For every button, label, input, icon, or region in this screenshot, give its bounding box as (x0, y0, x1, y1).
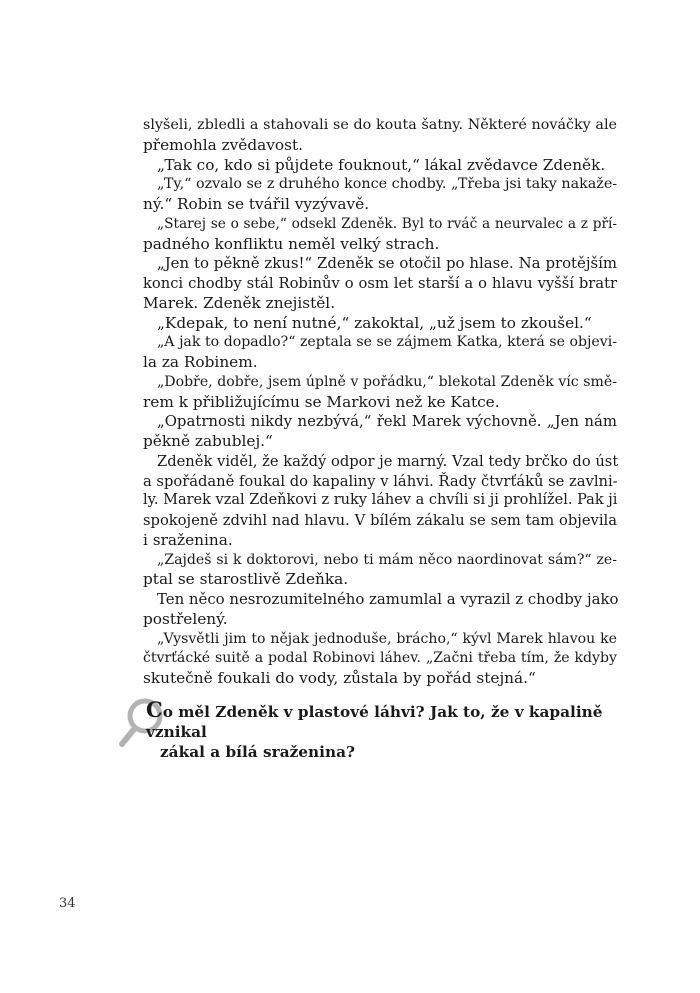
question-text (146, 697, 620, 762)
question-line-1: o měl Zdeněk v plastové láhvi? Jak to, že v kapalině vznikal (146, 703, 603, 741)
text-line: skutečně foukali do vody, zůstala by pořád stejná.“ (143, 669, 536, 687)
text-line: Marek. Zdeněk znejistěl. (143, 293, 336, 312)
text-line: „Tak co, kdo si půjdete fouknout,“ lákal zvědavce Zdeněk. (157, 155, 606, 174)
text-line: „Zajdeš si k doktorovi, nebo ti mám něco naordinovat sám?“ ze- (157, 551, 617, 568)
text-line: „A jak to dopadlo?“ zeptala se se zájmem Katka, která se objevi- (157, 334, 617, 351)
text-line: „Ty,“ ozvalo se z druhého konce chodby. „Třeba jsi taky nakaže- (157, 176, 618, 193)
text-line: postřelený. (143, 609, 228, 628)
text-line: pěkně zabublej.“ (143, 432, 273, 450)
question-line-2: zákal a bílá sraženina? (160, 743, 355, 761)
text-line: přemohla zvědavost. (143, 135, 303, 154)
text-line: „Kdepak, to není nutné,“ zakoktal, „už jsem to zkoušel.“ (157, 313, 592, 332)
text-line: spokojeně zdvihl nad hlavu. V bílém zákalu se sem tam objevila (143, 512, 617, 529)
text-line: „Vysvětli jim to nějak jednoduše, brácho,“ kývl Marek hlavou ke (157, 630, 617, 647)
text-line: ly. Marek vzal Zdeňkovi z ruky láhev a chvíli si ji prohlížel. Pak ji (143, 492, 618, 509)
text-line: čtvrťácké suitě a podal Robinovi láhev. „Začni třeba tím, že kdyby (143, 650, 617, 667)
text-line: konci chodby stál Robinův o osm let starší a o hlavu vyšší bratr (143, 275, 617, 292)
text-line: la za Robinem. (143, 353, 258, 371)
text-line: ptal se starostlivě Zdeňka. (143, 570, 349, 589)
text-line: slyšeli, zbledli a stahovali se do kouta šatny. Některé nováčky ale (143, 117, 617, 133)
text-line: „Starej se o sebe,“ odsekl Zdeněk. Byl to rváč a neurvalec a z pří- (157, 215, 617, 232)
story-text (143, 116, 617, 689)
text-line: „Dobře, dobře, jsem úplně v pořádku,“ blekotal Zdeněk víc smě- (157, 373, 617, 390)
text-line: „Jen to pěkně zkus!“ Zdeněk se otočil po hlase. Na protějším (157, 254, 617, 273)
text-line: Ten něco nesrozumitelného zamumlal a vyrazil z chodby jako (157, 590, 619, 608)
question-box (118, 694, 623, 761)
text-line: rem k přibližujícímu se Markovi než ke Katce. (143, 392, 500, 411)
question-initial: C (146, 697, 163, 722)
text-line: ný.“ Robin se tvářil vyzývavě. (143, 195, 370, 213)
text-line: padného konfliktu neměl velký strach. (143, 234, 440, 253)
text-line: „Opatrnosti nikdy nezbývá,“ řekl Marek výchovně. „Jen nám (157, 412, 617, 431)
text-line: Zdeněk viděl, že každý odpor je marný. Vzal tedy brčko do úst (157, 452, 619, 470)
text-line: a spořádaně foukal do kapaliny v láhvi. Řady čtvrťáků se zavlni- (143, 472, 618, 490)
page-number: 34 (59, 896, 76, 911)
text-line: i sraženina. (143, 530, 233, 549)
